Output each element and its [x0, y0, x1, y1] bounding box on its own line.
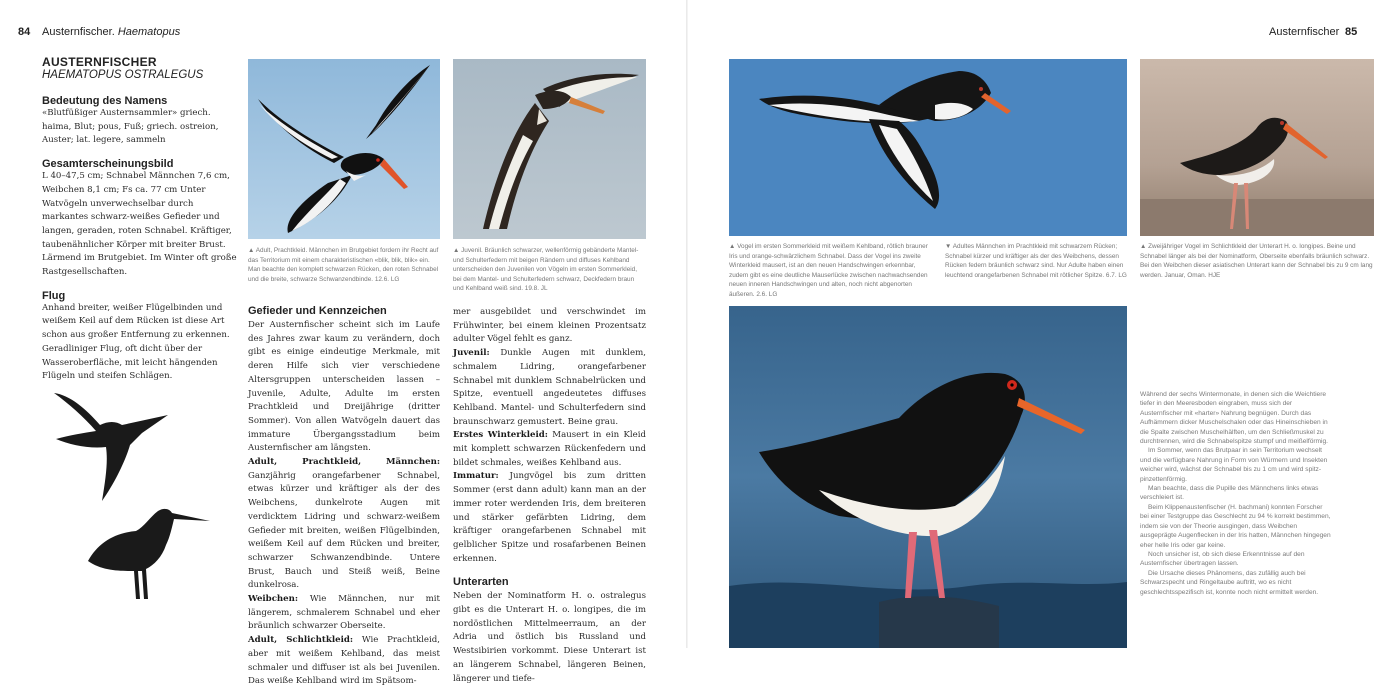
caption-photo-flying-adult: ▲ Adult, Prachtkleid. Männchen im Brutgebiet fordern ihr Recht auf das Territorium mit einem charakteristischen «blik, blik, blik» ein. Man beachte den komplett schwarzen Rücken, den roten Schnabel und die breite, schwarze Schwanzendbinde. 12.6. LG — [248, 247, 439, 283]
photo-flying-adult — [248, 59, 440, 239]
caption-photo-flying-first-summer: ▲ Vogel im ersten Sommerkleid mit weißem Kehlband, rötlich brauner Iris und orange-schwärzlichem Schnabel. Dass der Vogel ins zweite Winterkleid mausert, ist an den neuen Handschwingen erkennbar, zudem gibt es eine deutliche Mauserlücke zwischen nachwachsenden neuen inneren Handschwingen und alten, noch nicht abgenorten äußeren. 2.6. LG — [729, 243, 928, 298]
side-paragraph: Man beachte, dass die Pupille des Männchens links etwas verschleiert ist. — [1140, 485, 1319, 502]
side-paragraph: Noch unsicher ist, ob sich diese Erkenntnisse auf den Austernfischer übertragen lassen. — [1140, 550, 1305, 568]
running-head-right: Austernfischer — [1269, 26, 1340, 38]
photo-flying-first-summer — [729, 59, 1127, 236]
label-first-winter: Erstes Winterkleid: — [453, 430, 548, 441]
flight-heading: Flug — [42, 289, 66, 302]
book-gutter — [686, 0, 688, 648]
label-immature: Immatur: — [453, 471, 499, 482]
plumage-column — [248, 305, 440, 689]
label-adult-winter: Adult, Schlichtkleid: — [248, 635, 354, 646]
caption-photo-flying-juvenile: ▲ Juvenil. Bräunlich schwarzer, wellenförmig gebänderte Mantel- und Schulterfedern mit beigen Rändern und diffuses Kehlband unterscheiden den Juvenilen von Vögeln im ersten Sommerkleid, bei dem Mantel- und Schulterfedern schwarz, Deckfedern braun und Kehlband weiß sind. 19.8. JL — [453, 247, 639, 293]
label-adult-male: Adult, Prachtkleid, Männchen: — [248, 457, 440, 468]
photo-flying-juvenile — [453, 59, 646, 239]
page-number-left: 84 — [18, 26, 31, 38]
label-juvenile: Juvenil: — [453, 348, 490, 359]
subspecies-text: Neben der Nominatform H. o. ostralegus gibt es die Unterart H. o. longipes, die im nordöstlichen Mittelmeerraum, an der Adria und östlich bis Russland und Westsibirien vorkommt. Diese Unterart ist an längerem Schnabel, längeren Beinen, längerer und tiefe- — [453, 591, 646, 684]
photo-standing-longipes — [1140, 59, 1374, 236]
page-number-right: 85 — [1345, 26, 1358, 38]
appearance-text: L 40–47,5 cm; Schnabel Männchen 7,6 cm, Weibchen 8,1 cm; Fs ca. 77 cm Unter Watvögeln unverwechselbar durch markantes schwarz-weißes Gefieder und langen, geraden, roten Schnabel. Kräftiger, taubenähnlicher Körper mit breiter Brust. Lärmend im Brutgebiet. Im Winter oft große Rastgesellschaften. — [42, 171, 237, 278]
caption-photo-adult-male: ▼ Adultes Männchen im Prachtkleid mit schwarzem Rücken; Schnabel kürzer und kräftiger als der des Weibchens, dessen Rücken federn bräunlich schwarz sind. Nur Adulte haben einen leuchtend orangefarbenen Schnabel mit rötlicher Spitze. 6.7. LG — [945, 243, 1127, 279]
caption-photo-standing-longipes: ▲ Zweijähriger Vogel im Schlichtkleid der Unterart H. o. longipes. Beine und Schnabel länger als bei der Nominatform, Oberseite ebenfalls bräunlich schwarz. Bei den Weibchen dieser asiatischen Unterart kann der Schnabel bis zu 9 cm lang werden. Januar, Oman. HJE — [1140, 243, 1373, 279]
side-text — [1140, 390, 1332, 597]
age-column — [453, 306, 646, 686]
text-first-winter: Mausert in ein Kleid mit komplett schwarzen Rückenfedern und bildet schmales, weißes Kehlband aus. — [453, 430, 647, 468]
plumage-intro: Der Austernfischer scheint sich im Laufe des Jahres zwar kaum zu verändern, doch gibt es einige eindeutige Merkmale, mit deren Hilfe sich vier verschiedene Altersgruppen unterscheiden lassen – Juvenile, Adulte, Adulte im ersten Prachtkleid und Dreijährige (dritter Sommer). Von allen Watvögeln dauert das immature Übergangsstadium beim Austernfischer am längsten. — [248, 320, 440, 454]
species-column — [42, 55, 237, 384]
side-paragraph: Die Ursache dieses Phänomens, das zufällig auch bei Schwarzspecht und Ringeltaube auftritt, wo es nicht geschlechtsspezifisch ist, konnte noch nicht ermittelt werden. — [1140, 569, 1319, 596]
species-latin-name: HAEMATOPUS OSTRALEGUS — [42, 69, 204, 81]
species-title: AUSTERNFISCHER — [42, 55, 157, 69]
age-text-top: mer ausgebildet und verschwindet im Frühwinter, bei einem kleinen Prozentsatz adulter Vögel fehlt es ganz. — [453, 307, 646, 345]
name-meaning-heading: Bedeutung des Namens — [42, 95, 168, 107]
text-immature: Jungvögel bis zum dritten Sommer (erst dann adult) kann man an der immer roter werdenden Iris, dem breiteren und stärker gefärbten Lidring, dem kräftiger orangefarbenen Schnabel mit gelblicher Spitze und rosafarbenen Beinen erkennen. — [453, 471, 646, 564]
text-adult-male: Ganzjährig orangefarbener Schnabel, etwas kürzer und kräftiger als der des Weibchens, dunkelrote Augen mit verdicktem Lidring und schwarz-weißem Gefieder mit breiten, weißen Flügelbinden, weißem Keil auf dem Rücken und breiter, schwarzer Schwanzendbinde. Untere Brust, Bauch und Steiß weiß, Beine dunkelrosa. — [248, 470, 440, 591]
subspecies-heading: Unterarten — [453, 576, 509, 589]
text-female: Wie Männchen, nur mit längerem, schmalerem Schnabel und eher bräunlich schwarzer Oberseite. — [248, 594, 441, 632]
flight-text: Anhand breiter, weißer Flügelbinden und weißem Keil auf dem Rücken ist diese Art schon aus großer Entfernung zu erkennen. Geradliniger Flug, oft dicht über der Wasseroberfläche, mit leicht hängenden Flügeln und steifen Schlägen. — [42, 302, 230, 382]
side-paragraph: Während der sechs Wintermonate, in denen sich die Weichtiere tiefer in den Meeresboden eingraben, muss sich der Austernfischer mit «harter» Nahrung begnügen. Durch das Aufhämmern dicker Muschelschalen oder das Hineinschieben in die Spalte zwischen Muschelhälften, um den Schließmuskel zu durchtrennen, wird die Schnabelspitze stumpf und meißelförmig. — [1140, 391, 1329, 446]
side-paragraph: Beim Klippenaustenfischer (H. bachmani) konnten Forscher bei einer Testgruppe das Geschlecht zu 94 % korrekt bestimmen, indem sie von der Theorie ausgingen, dass Weibchen ausgeprägte Augenflecken in der Iris hatten, Männchen hingegen eher helle Iris oder gar keine. — [1140, 503, 1331, 549]
bird-silhouettes — [50, 385, 220, 605]
name-meaning-text: «Blutfüßiger Austernsammler» griech. haima, Blut; pous, Fuß; griech. ostreion, Auster; lat. legere, sammeln — [42, 108, 219, 146]
flying-silhouette-icon — [54, 393, 168, 501]
label-female: Weibchen: — [248, 594, 299, 605]
appearance-heading: Gesamterscheinungsbild — [42, 158, 174, 171]
text-juvenile: Dunkle Augen mit dunklem, schmalem Lidring, orangefarbener Schnabel mit dunklem Schnabelrücken und Spitze, eventuell angedeutetes diffuses Kehlband. Mantel- und Schulterfedern sind braunschwarz gemustert. Beine grau. — [453, 348, 646, 427]
running-head-left: Austernfischer. Haematopus — [42, 26, 181, 38]
photo-standing-adult — [729, 306, 1127, 648]
plumage-heading: Gefieder und Kennzeichen — [248, 305, 387, 317]
standing-silhouette-icon — [88, 509, 210, 599]
side-paragraph: Im Sommer, wenn das Brutpaar in sein Territorium wechselt und die verfügbare Nahrung in Form von Würmern und Insekten weicher wird, wächst der Schnabel bis zu 1 cm und wird spitz-pinzettenförmig. — [1140, 447, 1328, 483]
text-adult-winter: Wie Prachtkleid, aber mit weißem Kehlband, das meist schmaler und diffuser ist als bei Juvenilen. Das weiße Kehlband wird im Spätsom- — [248, 635, 440, 687]
